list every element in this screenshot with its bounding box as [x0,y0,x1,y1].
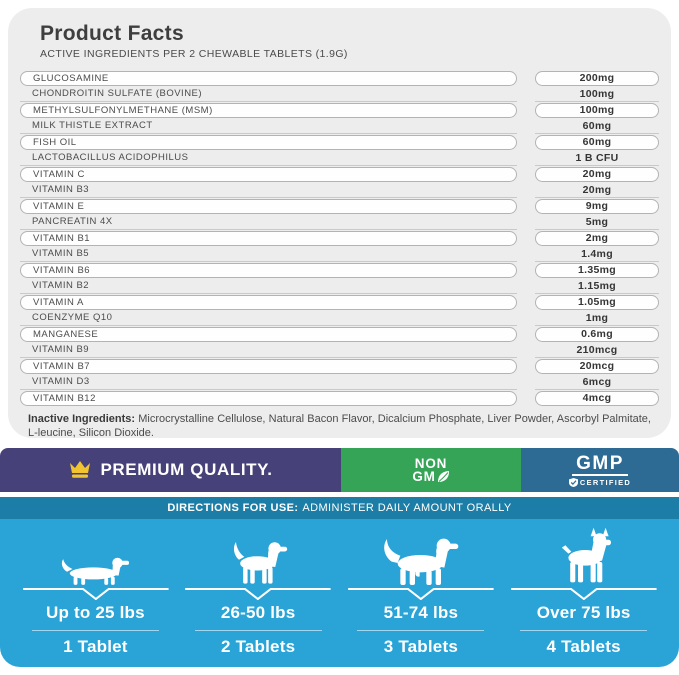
ingredient-amount-pill [535,167,659,182]
ingredient-name: VITAMIN B7 [33,360,91,372]
ingredient-amount: 0.6mg [581,328,613,340]
ingredient-amount: 20mcg [579,360,615,372]
tablets-label: 1 Tablet [63,637,128,656]
quality-badges-bar [0,448,679,492]
ingredient-row [20,134,659,150]
ingredient-row [20,70,659,86]
ingredient-amount-pill [535,151,659,166]
ingredient-row [20,358,659,374]
ingredient-amount: 20mg [582,183,612,196]
directions-text: ADMINISTER DAILY AMOUNT ORALLY [302,502,512,514]
ingredient-name-pill [20,359,517,374]
pointer-divider [21,587,171,600]
beagle-dog-icon [227,536,289,586]
ingredient-amount: 9mg [585,200,609,212]
ingredient-name-pill [20,151,517,166]
ingredients-table [20,70,659,406]
ingredient-name: VITAMIN B9 [32,344,90,355]
weight-label: 26-50 lbs [220,603,296,622]
ingredient-name: VITAMIN B5 [32,248,90,259]
ingredient-amount-pill [535,263,659,278]
ingredient-amount: 200mg [579,72,615,84]
directions-label: DIRECTIONS FOR USE: [167,502,299,514]
ingredient-amount-pill [535,311,659,326]
ingredient-name-pill [20,311,517,326]
ingredient-row [20,118,659,134]
ingredient-row [20,214,659,230]
ingredient-name: GLUCOSAMINE [33,72,109,84]
ingredient-amount-pill [535,103,659,118]
ingredient-row [20,246,659,262]
ingredient-name: MANGANESE [33,328,99,340]
ingredient-amount-pill [535,87,659,102]
ingredient-row [20,166,659,182]
ingredient-name: COENZYME Q10 [32,312,113,323]
ingredient-amount: 100mg [579,104,615,116]
ingredient-row [20,150,659,166]
divider-line [195,630,322,631]
ingredient-name-pill [20,231,517,246]
ingredient-name-pill [20,391,517,406]
divider-line [32,630,159,631]
ingredient-name: VITAMIN C [33,168,85,180]
gmp-certified-label: CERTIFIED [579,477,632,487]
ingredient-row [20,102,659,118]
ingredient-amount: 60mg [582,136,612,148]
weight-label: Over 75 lbs [536,603,631,622]
ingredient-name-pill [20,87,517,102]
pointer-divider [183,587,333,600]
ingredient-amount: 1mg [585,311,609,324]
ingredient-name: VITAMIN B1 [33,232,91,244]
ingredient-name-pill [20,263,517,278]
gmp-label: GMP [576,452,624,474]
shield-check-icon [569,478,578,487]
dosage-column-xlarge [502,525,665,657]
pointer-divider [509,587,659,600]
inactive-ingredients-text: Microcrystalline Cellulose, Natural Bacon Flavor, Dicalcium Phosphate, Liver Powder, Ascorbyl Palmitate, L-leucine, Silicon Dioxide. [28,413,651,439]
ingredient-name: CHONDROITIN SULFATE (BOVINE) [32,88,203,99]
subtitle: ACTIVE INGREDIENTS PER 2 CHEWABLE TABLETS (1.9G) [40,48,348,60]
ingredient-name-pill [20,135,517,150]
ingredient-amount-pill [535,375,659,390]
ingredient-name: FISH OIL [33,136,77,148]
ingredient-amount: 6mcg [582,375,612,388]
ingredient-name: METHYLSULFONYLMETHANE (MSM) [33,104,213,116]
inactive-ingredients-label: Inactive Ingredients: [28,413,136,425]
inactive-ingredients [28,413,651,440]
ingredient-amount-pill [535,215,659,230]
ingredient-row [20,294,659,310]
ingredient-row [20,262,659,278]
gmp-underline [572,474,628,476]
ingredient-row [20,182,659,198]
ingredient-name-pill [20,215,517,230]
ingredient-row [20,374,659,390]
tablets-label: 2 Tablets [221,637,296,656]
boxer-dog-icon [552,526,616,586]
ingredient-amount: 20mg [582,168,612,180]
ingredient-name-pill [20,199,517,214]
ingredient-amount-pill [535,231,659,246]
ingredient-amount-pill [535,183,659,198]
weight-label: Up to 25 lbs [46,603,145,622]
dosage-column-small [14,525,177,657]
ingredient-amount: 1 B CFU [575,151,619,164]
gmp-badge [521,448,679,492]
ingredient-name: VITAMIN A [33,296,84,308]
ingredient-name: VITAMIN D3 [32,376,90,387]
ingredient-row [20,326,659,342]
ingredient-amount-pill [535,199,659,214]
non-gmo-line1: NON [414,456,448,471]
ingredient-name: LACTOBACILLUS ACIDOPHILUS [32,152,189,163]
ingredient-amount: 1.15mg [578,279,616,292]
product-facts-card [8,8,671,438]
ingredient-name-pill [20,279,517,294]
premium-quality-label: PREMIUM QUALITY. [100,460,273,479]
ingredient-amount-pill [535,359,659,374]
ingredient-row [20,230,659,246]
ingredient-row [20,342,659,358]
ingredient-name-pill [20,183,517,198]
retriever-dog-icon [381,532,461,586]
ingredient-row [20,198,659,214]
ingredient-amount-pill [535,391,659,406]
pointer-divider [346,587,496,600]
ingredient-amount: 210mcg [576,343,618,356]
ingredient-amount-pill [535,71,659,86]
divider-line [357,630,484,631]
ingredient-row [20,278,659,294]
ingredient-amount-pill [535,343,659,358]
ingredient-name-pill [20,295,517,310]
tablets-label: 4 Tablets [546,637,621,656]
ingredient-amount-pill [535,279,659,294]
ingredient-amount: 4mcg [582,392,612,404]
ingredient-amount: 5mg [585,215,609,228]
weight-label: 51-74 lbs [383,603,459,622]
ingredient-amount-pill [535,135,659,150]
ingredient-name-pill [20,119,517,134]
ingredient-name: VITAMIN B12 [33,392,96,404]
ingredient-name: VITAMIN B3 [32,184,90,195]
ingredient-name: VITAMIN E [33,200,85,212]
ingredient-amount: 100mg [579,87,615,100]
ingredient-amount-pill [535,119,659,134]
ingredient-name-pill [20,103,517,118]
ingredient-name: VITAMIN B6 [33,264,91,276]
ingredient-name: VITAMIN B2 [32,280,90,291]
ingredient-name-pill [20,343,517,358]
ingredient-name-pill [20,167,517,182]
ingredient-amount: 1.35mg [578,264,616,276]
dosage-column-medium [177,525,340,657]
ingredient-amount: 1.05mg [578,296,616,308]
ingredient-amount: 2mg [585,232,609,244]
ingredient-row [20,390,659,406]
ingredient-amount-pill [535,295,659,310]
ingredient-amount-pill [535,247,659,262]
ingredient-row [20,86,659,102]
ingredient-name-pill [20,375,517,390]
ingredient-amount: 60mg [582,119,612,132]
dachshund-dog-icon [59,552,131,586]
ingredient-amount: 1.4mg [581,247,613,260]
ingredient-row [20,310,659,326]
directions-bar [0,497,679,519]
ingredient-name: PANCREATIN 4X [32,216,113,227]
non-gmo-badge [341,448,521,492]
tablets-label: 3 Tablets [383,637,458,656]
premium-quality-badge [0,448,341,492]
non-gmo-line2: GM [412,469,436,484]
ingredient-name-pill [20,327,517,342]
crown-icon [68,460,92,480]
ingredient-name: MILK THISTLE EXTRACT [32,120,153,131]
ingredient-name-pill [20,247,517,262]
ingredient-name-pill [20,71,517,86]
leaf-icon [437,470,450,483]
divider-line [520,630,647,631]
dosage-panel [0,519,679,667]
page-title: Product Facts [40,22,184,45]
dosage-column-large [340,525,503,657]
ingredient-amount-pill [535,327,659,342]
